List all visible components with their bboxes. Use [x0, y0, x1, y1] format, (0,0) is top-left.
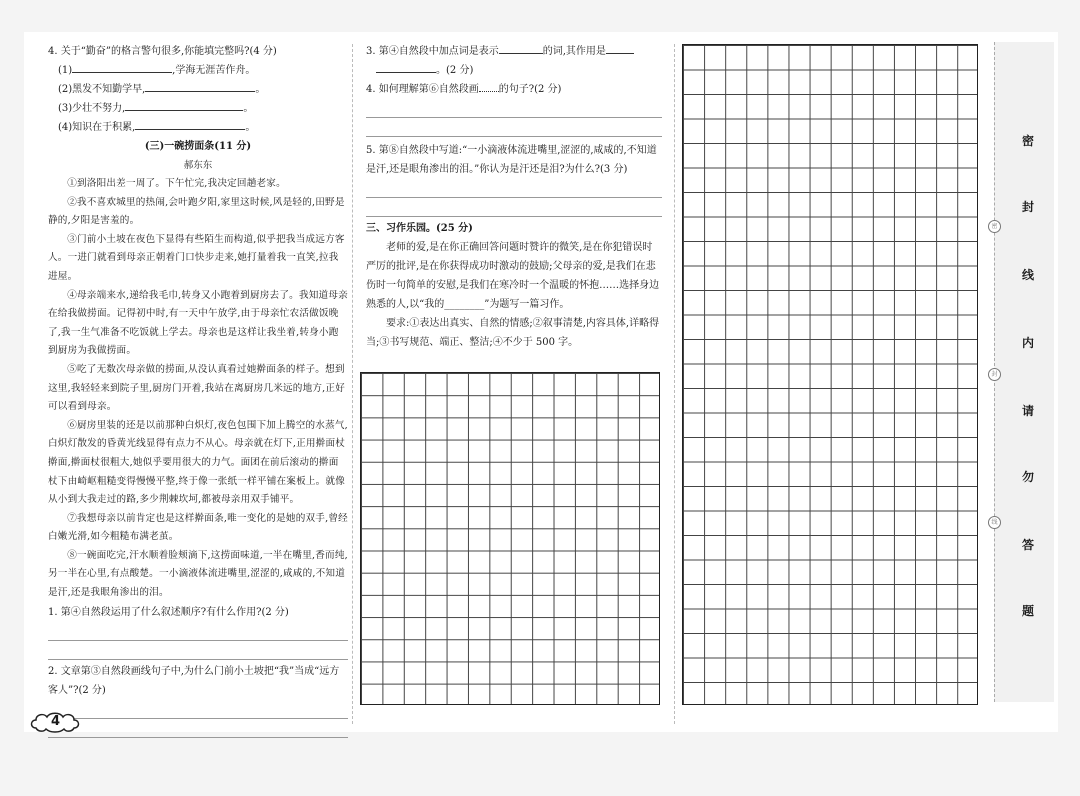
story-text: [48, 175, 348, 603]
page-number-badge: [28, 708, 82, 736]
q4-item-2: (2)黑发不知勤学早, 。: [48, 80, 348, 99]
seal-char: 题: [1022, 604, 1035, 618]
column-divider: [352, 44, 353, 724]
paragraph-4: ④母亲端来水,递给我毛巾,转身又小跑着到厨房去了。我知道母亲在给我做捞面。记得初中时,有一天中午放学,由于母亲忙农活做饭晚了,我一生气准备不吃饭就上学去。母亲也是这样让我坐着,转身小跑到厨房为我做捞面。: [48, 289, 348, 357]
paragraph-1: ①到洛阳出差一周了。下午忙完,我决定回趟老家。: [67, 178, 286, 189]
writing-section-title: 三、习作乐园。(25 分): [366, 223, 473, 234]
paragraph-3: ③门前小土坡在夜色下显得有些陌生而构道,似乎把我当成远方客人。一进门就看到母亲正朝着门口快步走来,她打量着我一直笑,拉我进屋。: [48, 233, 345, 282]
answer-line[interactable]: [366, 99, 662, 118]
seal-char: 封: [1022, 200, 1035, 214]
question-3-cont: 。(2 分): [366, 61, 662, 80]
paragraph-8: ⑧一碗面吃完,汗水顺着脸颊滴下,这捞面味道,一半在嘴里,香而纯,另一半在心里,有点酸楚。一小滴液体流进嘴里,涩涩的,咸咸的,不知道是汗,还是我眼角渗出的泪。: [48, 549, 348, 599]
seal-circle-mark: 密: [988, 220, 1001, 233]
seal-char: 内: [1022, 336, 1035, 350]
question-5: 5. 第⑧自然段中写道:“一小滴液体流进嘴里,涩涩的,咸咸的,不知道是汗,还是眼角渗出的泪。”你认为是汗还是泪?为什么?(3 分): [366, 145, 657, 175]
q4-item-4: (4)知识在于积累, 。: [48, 118, 348, 137]
writing-requirements: 要求:①表达出真实、自然的情感;②叙事清楚,内容具体,详略得当;③书写规范、端正、整洁;④不少于 500 字。: [366, 318, 660, 348]
answer-blank[interactable]: [606, 43, 634, 54]
paragraph-6: ⑥厨房里装的还是以前那种白炽灯,夜色包围下加上腾空的水蒸气,白炽灯散发的昏黄光线显得有点力不从心。母亲就在灯下,正用擀面杖擀面,擀面杖很粗大,她似乎要用很大的力气。面团在前后滚动的擀面杖下由崎岖粗糙变得慢慢平整,终于像一张纸一样平铺在案板上。就像从小到大我走过的路,多少荆棘坎坷,都被母亲用双手铺平。: [48, 419, 348, 506]
column-divider: [674, 44, 675, 724]
answer-blank[interactable]: [145, 81, 255, 92]
paragraph-7: ⑦我想母亲以前肯定也是这样擀面条,唯一变化的是她的双手,曾经白嫩光滑,如今粗糙布满老茧。: [48, 512, 348, 543]
seal-char: 勿: [1022, 470, 1035, 484]
answer-blank[interactable]: [499, 43, 543, 54]
seal-circle-mark: 封: [988, 368, 1001, 381]
question-4: 4. 如何理解第⑥自然段画 的句子?(2 分): [366, 84, 562, 95]
section-3-title: (三)一碗捞面条(11 分): [144, 141, 252, 152]
q4-item-1: (1) ,学海无涯苦作舟。: [48, 61, 348, 80]
answer-blank[interactable]: [376, 62, 436, 73]
seal-circle-mark: 线: [988, 516, 1001, 529]
seal-char: 请: [1022, 404, 1035, 418]
answer-blank[interactable]: [72, 62, 172, 73]
seal-line-strip: [991, 42, 1054, 702]
seal-char: 答: [1022, 538, 1035, 552]
paragraph-2: ②我不喜欢城里的热闹,会叶跑夕阳,家里这时候,风是轻的,田野是静的,夕阳是害羞的。: [48, 196, 345, 227]
answer-line[interactable]: [366, 118, 662, 137]
middle-column: [366, 42, 662, 352]
answer-line[interactable]: [366, 179, 662, 198]
answer-line[interactable]: [48, 641, 348, 660]
composition-grid-1[interactable]: [360, 372, 660, 705]
story-question-1: 1. 第④自然段运用了什么叙述顺序?有什么作用?(2 分): [48, 606, 289, 618]
answer-line[interactable]: [48, 719, 348, 738]
answer-line[interactable]: [48, 622, 348, 641]
answer-blank[interactable]: [125, 100, 243, 111]
q4-item-3: (3)少壮不努力, 。: [48, 99, 348, 118]
composition-grid-2[interactable]: [682, 44, 978, 705]
page-number: 4: [51, 714, 61, 729]
seal-char: 密: [1022, 134, 1035, 148]
exam-page: [24, 32, 1058, 732]
writing-prompt: 老师的爱,是在你正确回答问题时赞许的微笑,是在你犯错误时严厉的批评,是在你获得成功时激动的鼓励;父母亲的爱,是我们在悲伤时一句简单的安慰,是我们在寒冷时一个温暖的怀抱……选择身边熟悉的人,以“我的________”为题写一篇习作。: [366, 242, 660, 310]
answer-line[interactable]: [366, 198, 662, 217]
question-4-title: 4. 关于“勤奋”的格言警句很多,你能填完整吗?(4 分): [48, 46, 277, 57]
story-question-2: 2. 文章第③自然段画线句子中,为什么门前小土坡把“我”当成“远方客人”?(2 分): [48, 665, 340, 696]
question-3: 3. 第④自然段中加点词是表示 的词,其作用是: [366, 42, 662, 61]
author: 郝东东: [183, 160, 213, 171]
left-column: [48, 42, 348, 738]
answer-line[interactable]: [48, 700, 348, 719]
answer-blank[interactable]: [135, 119, 245, 130]
paragraph-5: ⑤吃了无数次母亲做的捞面,从没认真看过她擀面条的样子。想到这里,我轻轻来到院子里,厨房门开着,我站在离厨房几米远的地方,正好可以看到母亲。: [48, 363, 346, 413]
seal-char: 线: [1022, 268, 1035, 282]
